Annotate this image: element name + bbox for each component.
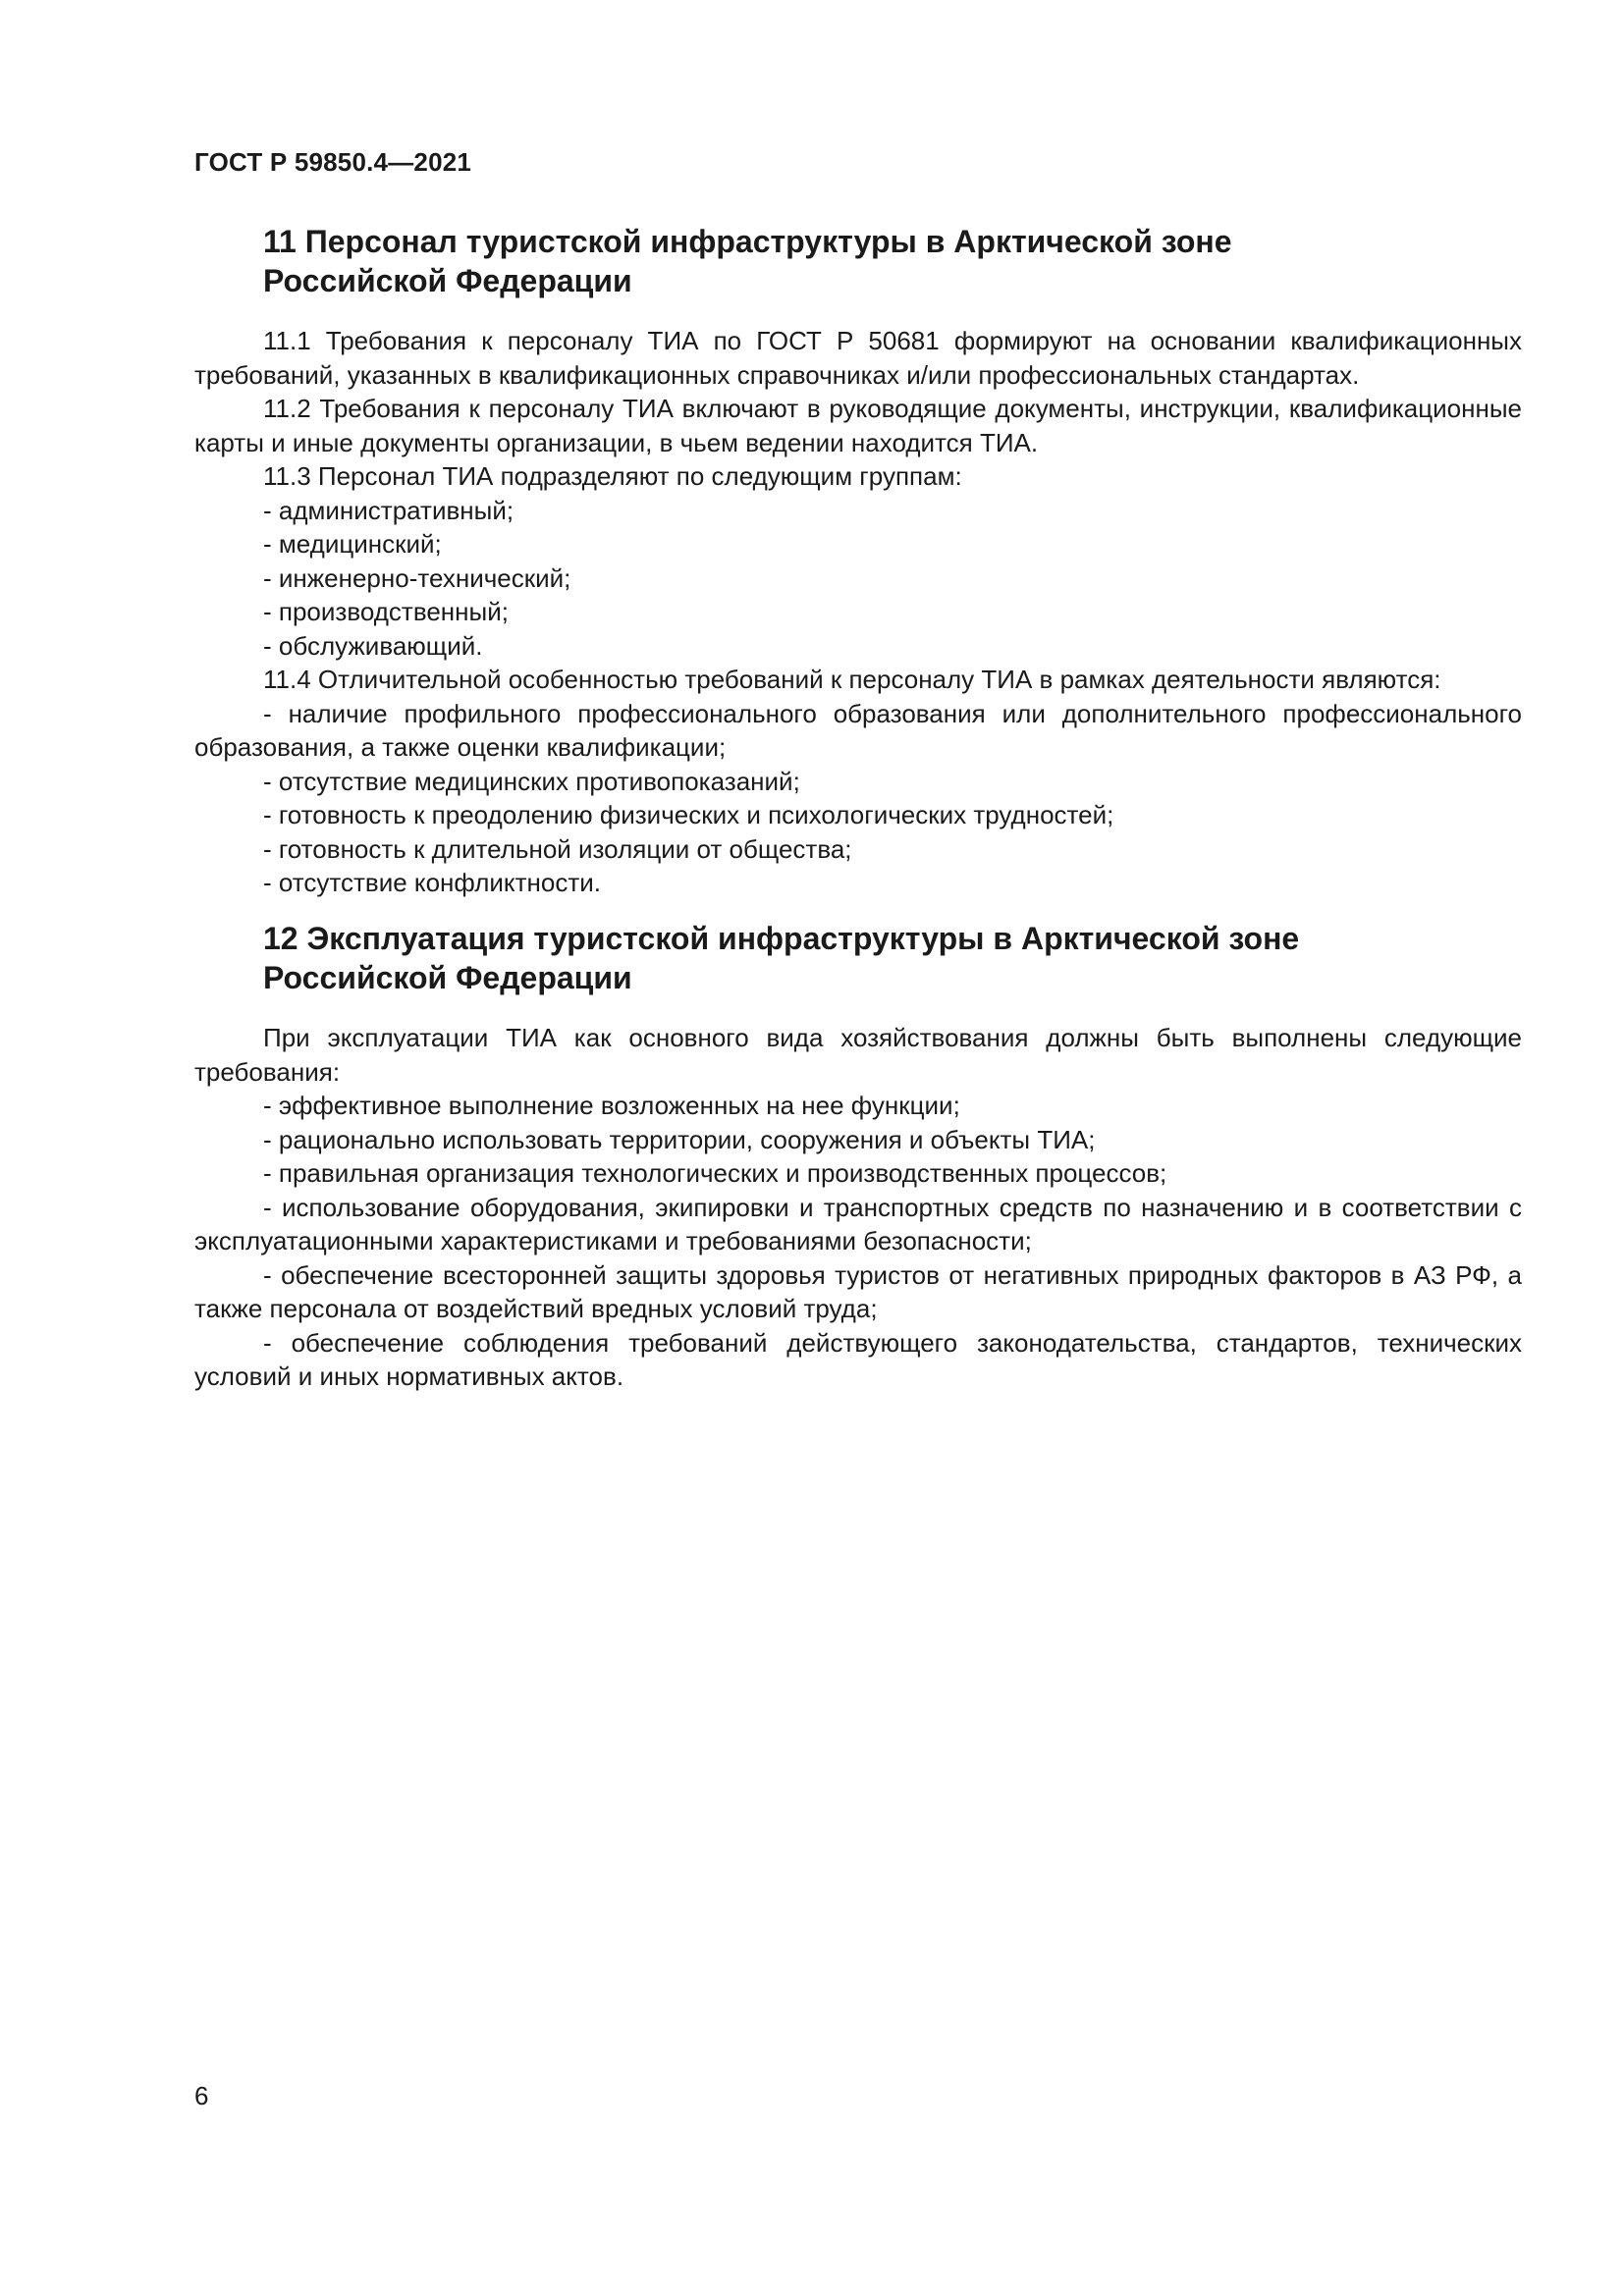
list-item: - готовность к преодолению физических и психологических трудностей;	[263, 800, 1114, 829]
clause-11-2: 11.2 Требования к персоналу ТИА включают в руководящие документы, инструкции, квалификационные карты и иные документы организации, в чьем ведении находится ТИА.	[194, 394, 1522, 457]
list-item: - обслуживающий.	[263, 630, 483, 661]
list-item: - отсутствие конфликтности.	[263, 868, 601, 897]
section-12-title	[263, 919, 1343, 997]
list-item: - использование оборудования, экипировки и транспортных средств по назначению и в соответствии с эксплуатационными характеристиками и требованиями безопасности;	[194, 1192, 1522, 1255]
list-item: - правильная организация технологических и производственных процессов;	[263, 1158, 1167, 1188]
list-item: - эффективное выполнение возложенных на нее функции;	[263, 1091, 960, 1120]
list-item: - административный;	[263, 495, 514, 525]
list-item: - готовность к длительной изоляции от общества;	[263, 833, 852, 864]
document-code-header: ГОСТ Р 59850.4—2021	[194, 147, 472, 177]
list-item: - обеспечение всесторонней защиты здоровья туристов от негативных природных факторов в АЗ РФ, а также персонала от воздействий вредных условий труда;	[194, 1259, 1522, 1323]
section-12-intro: При эксплуатации ТИА как основного вида хозяйствования должны быть выполнены следующие требования:	[194, 1023, 1522, 1087]
list-item: - обеспечение соблюдения требований действующего законодательства, стандартов, технических условий и иных нормативных актов.	[194, 1327, 1522, 1391]
list-item: - наличие профильного профессионального образования или дополнительного профессионального образования, а также оценки квалификации;	[194, 698, 1522, 762]
page-number: 6	[194, 2081, 209, 2110]
list-item: - отсутствие медицинских противопоказаний;	[263, 766, 800, 796]
section-12-title-line-1: 12 Эксплуатация туристской инфраструктуры в Арктической зоне	[263, 921, 1300, 956]
list-item: - медицинский;	[263, 529, 442, 559]
section-11-title-line-2: Российской Федерации	[263, 263, 632, 298]
list-item: - рационально использовать территории, сооружения и объекты ТИА;	[263, 1124, 1096, 1154]
list-item: - инженерно-технический;	[263, 562, 571, 593]
section-12-title-line-2: Российской Федерации	[263, 960, 632, 995]
section-12	[194, 919, 1522, 1394]
clause-11-1: 11.1 Требования к персоналу ТИА по ГОСТ Р 50681 формируют на основании квалификационных требований, указанных в квалификационных справочниках и/или профессиональных стандартах.	[194, 326, 1522, 390]
section-11-title	[263, 222, 1343, 300]
section-11-body	[194, 324, 1522, 900]
section-12-body	[194, 1021, 1522, 1394]
clause-11-3: 11.3 Персонал ТИА подразделяют по следующим группам:	[263, 461, 962, 491]
section-11-title-line-1: 11 Персонал туристской инфраструктуры в Арктической зоне	[263, 224, 1232, 259]
clause-11-4: 11.4 Отличительной особенностью требований к персоналу ТИА в рамках деятельности являются:	[263, 665, 1441, 694]
section-11	[194, 222, 1522, 900]
list-item: - производственный;	[263, 597, 509, 626]
